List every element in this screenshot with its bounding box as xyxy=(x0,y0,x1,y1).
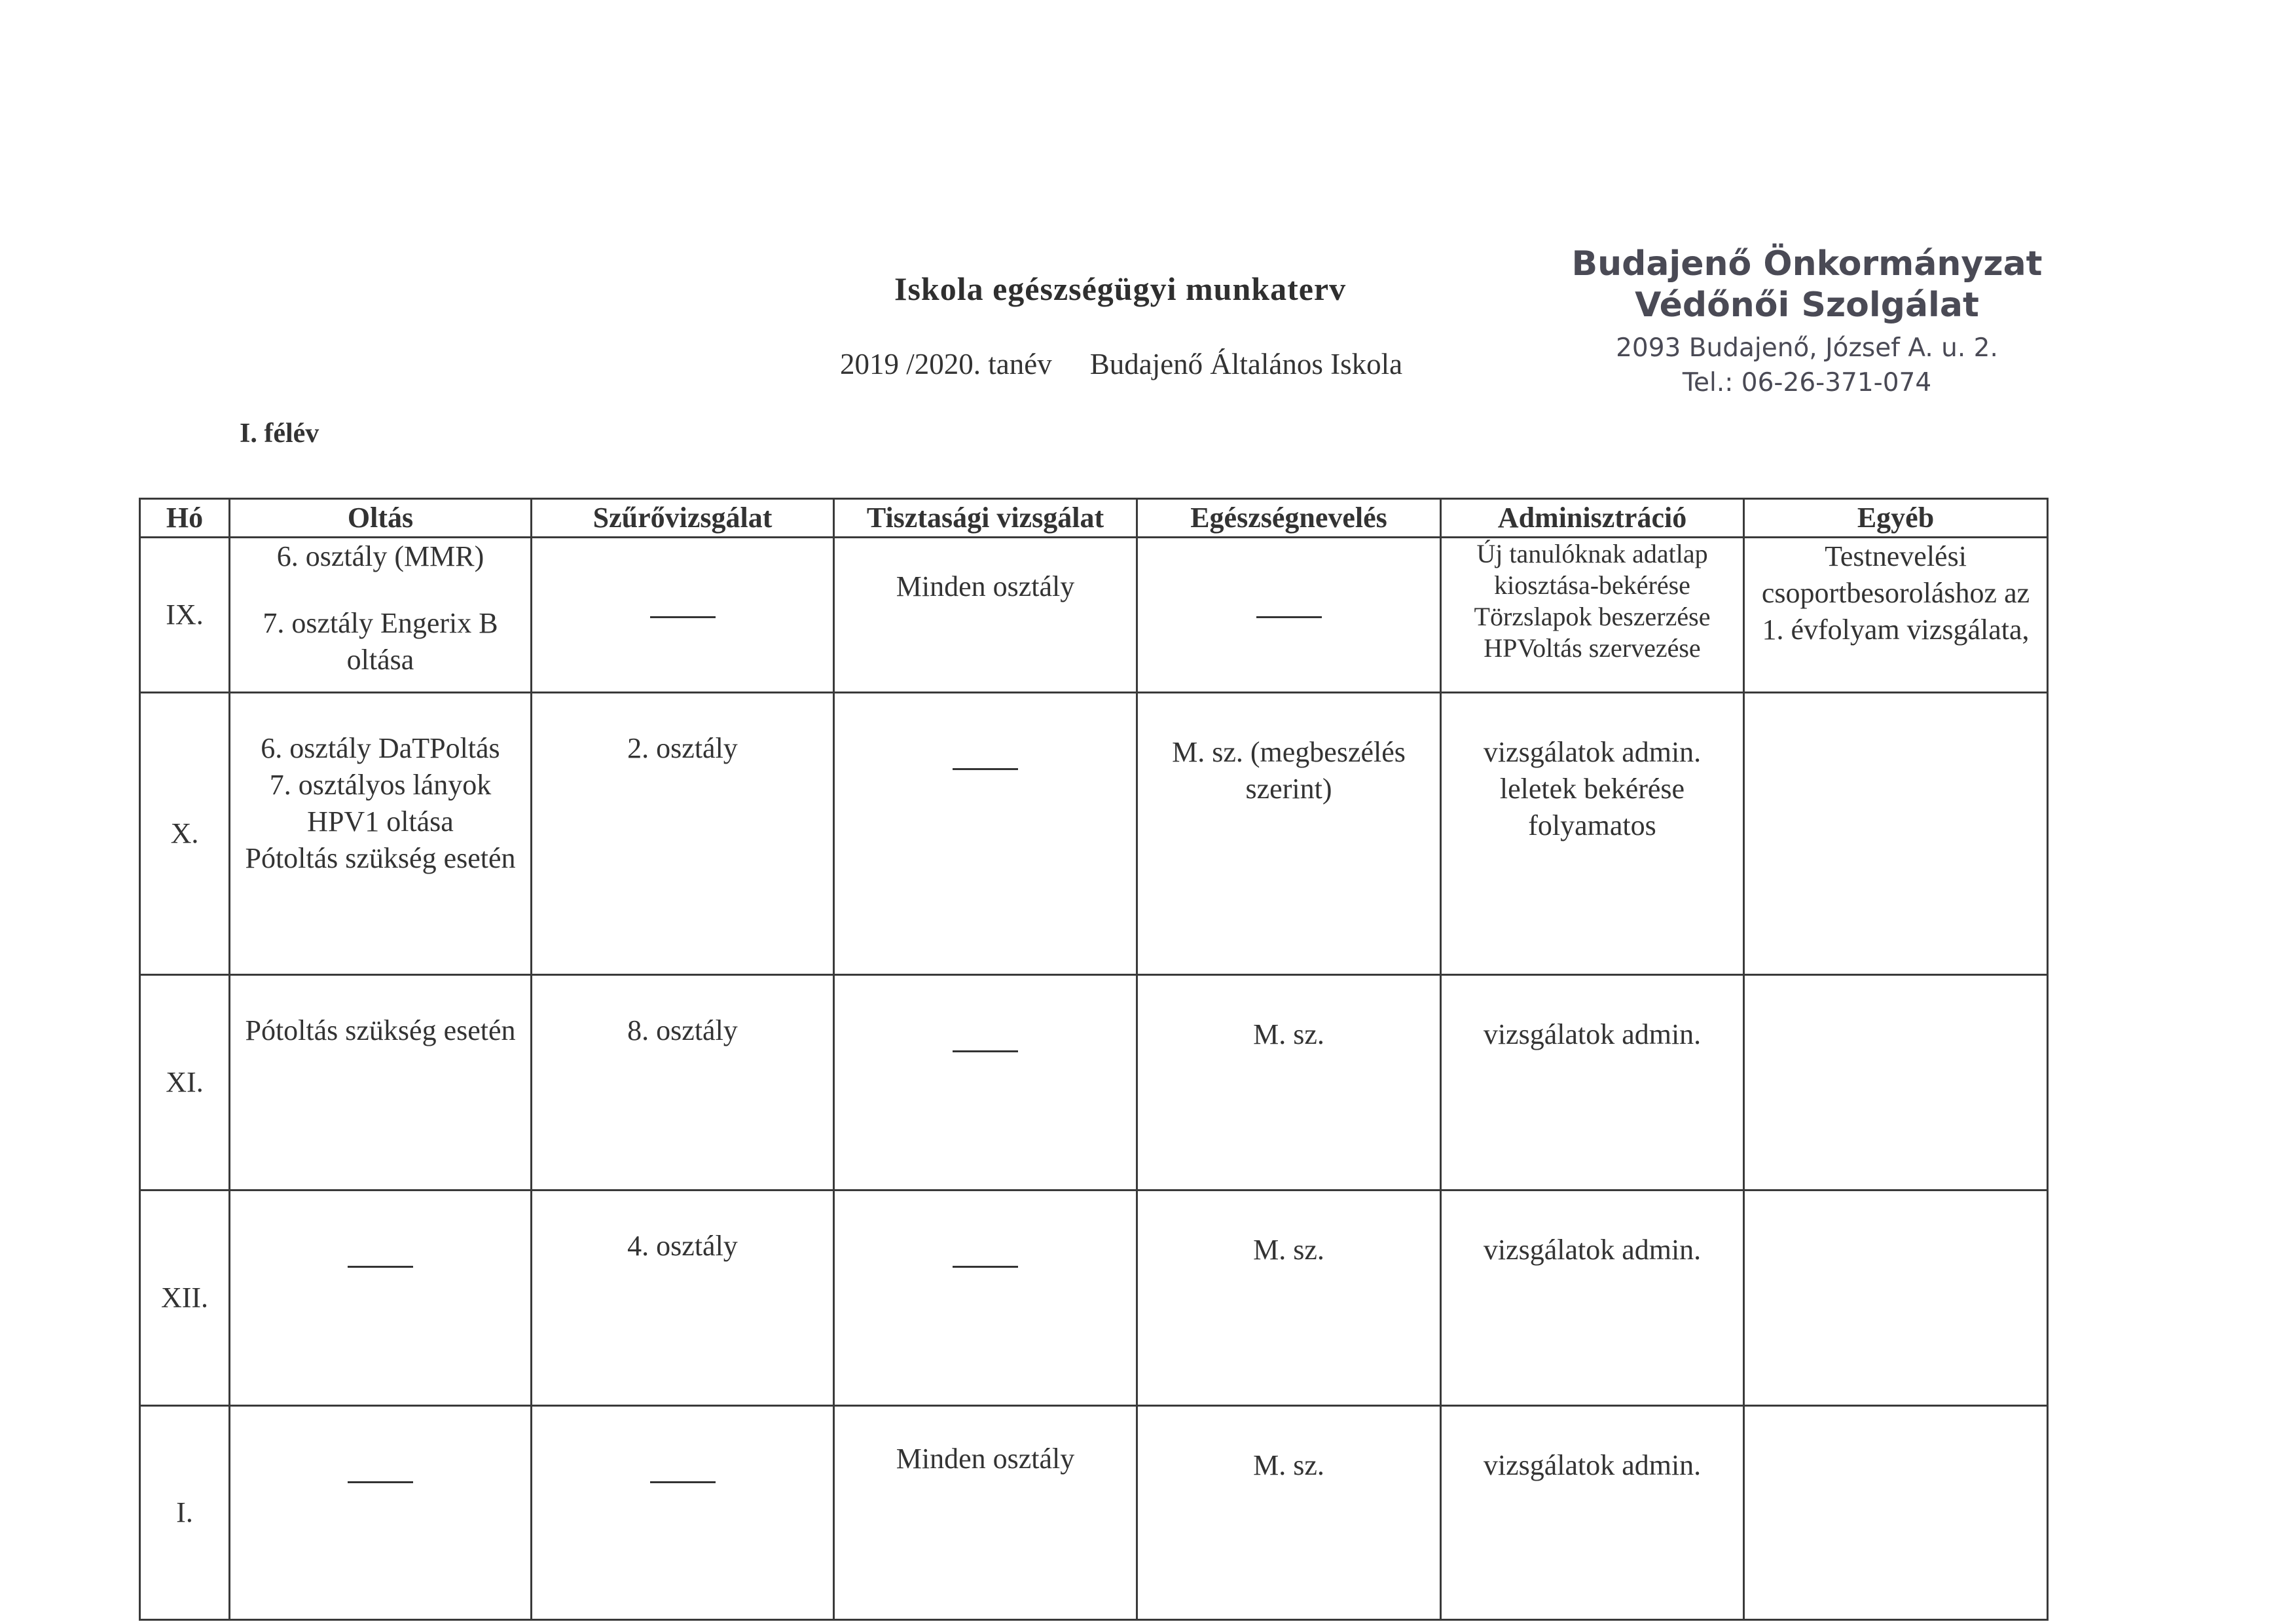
health-education-cell xyxy=(1137,975,1441,1190)
table-row xyxy=(140,693,2048,975)
health-education-cell xyxy=(1137,693,1441,975)
other-cell xyxy=(1744,693,2048,975)
table-row xyxy=(140,1190,2048,1406)
stamp-line-3: 2093 Budajenő, József A. u. 2. xyxy=(1616,333,1998,363)
administration-cell xyxy=(1441,1190,1744,1406)
cell-line: 7. osztályos lányok HPV1 oltása xyxy=(269,769,492,838)
vaccination-cell xyxy=(230,538,532,693)
screening-cell xyxy=(532,538,834,693)
cell-line: vizsgálatok admin. xyxy=(1483,1449,1702,1481)
vaccination-cell xyxy=(230,693,532,975)
cell-text: M. sz. xyxy=(1253,1018,1324,1050)
cell-text: Minden osztály xyxy=(896,1443,1075,1475)
dash-mark xyxy=(348,1266,413,1268)
vaccination-cell xyxy=(230,1406,532,1620)
month-cell: XI. xyxy=(140,975,230,1190)
office-stamp xyxy=(1558,244,2056,399)
cell-text: 4. osztály xyxy=(627,1230,738,1262)
cell-line: Új tanulóknak adatlap kiosztása-bekérése xyxy=(1476,539,1708,600)
vaccination-cell xyxy=(230,1190,532,1406)
screening-cell xyxy=(532,1190,834,1406)
dash-mark xyxy=(650,1481,716,1483)
other-cell xyxy=(1744,975,2048,1190)
table-header-row xyxy=(140,499,2048,538)
screening-cell xyxy=(532,693,834,975)
table-row xyxy=(140,975,2048,1190)
administration-cell xyxy=(1441,975,1744,1190)
vaccination-cell xyxy=(230,975,532,1190)
cell-text: Minden osztály xyxy=(896,570,1075,602)
cell-text: M. sz. xyxy=(1253,1234,1324,1266)
cell-line: Törzslapok beszerzése xyxy=(1474,602,1711,631)
school-year: 2019 /2020. tanév xyxy=(840,348,1052,380)
cell-line: leletek bekérése folyamatos xyxy=(1499,773,1685,841)
cell-line: 6. osztály DaTPoltás xyxy=(261,732,500,764)
stamp-line-4: Tel.: 06-26-371-074 xyxy=(1682,368,1932,397)
col-header-administration: Adminisztráció xyxy=(1441,499,1744,538)
cell-text: 8. osztály xyxy=(627,1014,738,1046)
other-cell xyxy=(1744,1190,2048,1406)
col-header-vaccination: Oltás xyxy=(230,499,532,538)
cell-line: vizsgálatok admin. xyxy=(1483,1018,1702,1050)
dash-mark xyxy=(953,1050,1018,1052)
hygiene-cell xyxy=(834,693,1137,975)
cell-text: M. sz. (megbeszélés szerint) xyxy=(1172,736,1406,805)
cell-line: vizsgálatok admin. xyxy=(1483,1234,1702,1266)
other-cell xyxy=(1744,538,2048,693)
cell-text: M. sz. xyxy=(1253,1449,1324,1481)
hygiene-cell xyxy=(834,1406,1137,1620)
health-education-cell xyxy=(1137,538,1441,693)
hygiene-cell xyxy=(834,1190,1137,1406)
dash-mark xyxy=(1256,616,1322,618)
cell-line: 6. osztály (MMR) xyxy=(276,540,484,572)
other-cell xyxy=(1744,1406,2048,1620)
cell-line: 7. osztály Engerix B oltása xyxy=(263,607,498,676)
health-education-cell xyxy=(1137,1406,1441,1620)
cell-text: 2. osztály xyxy=(627,732,738,764)
col-header-month: Hó xyxy=(140,499,230,538)
hygiene-cell xyxy=(834,975,1137,1190)
cell-line: Pótoltás szükség esetén xyxy=(245,1014,516,1046)
stamp-line-1: Budajenő Önkormányzat xyxy=(1571,244,2043,284)
col-header-screening: Szűrővizsgálat xyxy=(532,499,834,538)
work-plan-table xyxy=(139,498,2049,1621)
dash-mark xyxy=(650,616,716,618)
table-row xyxy=(140,538,2048,693)
health-education-cell xyxy=(1137,1190,1441,1406)
document-title: Iskola egészségügyi munkaterv xyxy=(894,270,1347,307)
semester-label: I. félév xyxy=(240,418,319,449)
table-row xyxy=(140,1406,2048,1620)
administration-cell xyxy=(1441,538,1744,693)
school-name: Budajenő Általános Iskola xyxy=(1089,348,1403,380)
screening-cell xyxy=(532,1406,834,1620)
dash-mark xyxy=(348,1481,413,1483)
screening-cell xyxy=(532,975,834,1190)
col-header-hygiene: Tisztasági vizsgálat xyxy=(834,499,1137,538)
month-cell: I. xyxy=(140,1406,230,1620)
cell-line: vizsgálatok admin. xyxy=(1483,736,1702,768)
cell-line: HPVoltás szervezése xyxy=(1484,633,1701,663)
stamp-line-2: Védőnői Szolgálat xyxy=(1635,286,1979,325)
month-cell: IX. xyxy=(140,538,230,693)
dash-mark xyxy=(953,768,1018,770)
month-cell: X. xyxy=(140,693,230,975)
col-header-health-education: Egészségnevelés xyxy=(1137,499,1441,538)
hygiene-cell xyxy=(834,538,1137,693)
col-header-other: Egyéb xyxy=(1744,499,2048,538)
cell-text: Testnevelési csoportbesoroláshoz az 1. évfolyam vizsgálata, xyxy=(1761,540,2030,646)
administration-cell xyxy=(1441,1406,1744,1620)
dash-mark xyxy=(953,1266,1018,1268)
administration-cell xyxy=(1441,693,1744,975)
month-cell: XII. xyxy=(140,1190,230,1406)
document-subtitle xyxy=(840,347,1402,381)
cell-line: Pótoltás szükség esetén xyxy=(245,842,516,874)
